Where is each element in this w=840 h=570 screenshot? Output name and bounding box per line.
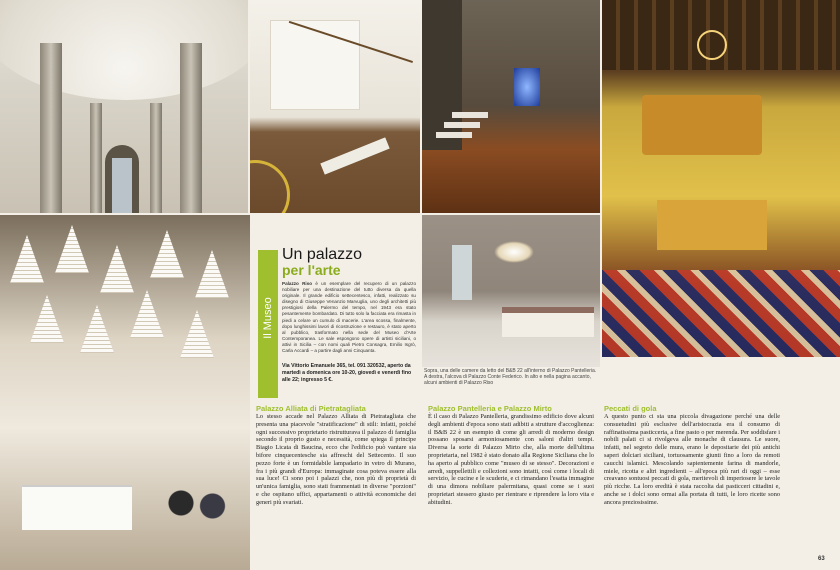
photo-installation	[250, 0, 420, 213]
feature-intro-text: è un esemplare del recupero di un palazzo nobiliare per una destinazione del tutto diversa da quella originale. Il grande edificio settecentesco, infatti, realizzato su disegno di Giuseppe Venanzio Marvuglia, uno degli architetti più prestigiosi della Palermo del tempo, nel 1943 era stato pesantemente bombardato. Di tutto solo la facciata era rimasta in piedi a celare un cumulo di macerie. L'area scossa, finalmente, dopo lunghissimi lavori di ricostruzione e restauro, è stato aperto al pubblico, trasformato nella sede del Museo d'Arte Contemporanea. Le sale espongono opere di artisti siciliani, o attivi in Sicilia – con nomi quali Pietro Consagra, Emilio Isgrò, Carla Accardi – a partire dagli anni Cinquanta.	[282, 281, 416, 354]
page-number: 63	[818, 556, 825, 562]
article-body-pantelleria: È il caso di Palazzo Pantelleria, grandissimo edificio dove alcuni degli ambienti d'epoca sono stati adibiti a strutture d'accoglienza: il B&B 22 è un esempio di come gli arredi di moderno design possano sposarsi armoniosamente con saloni d'altri tempi. Diversa la sorte di Palazzo Mirto che, alla morte dell'ultima proprietaria, nel 1982 è stato donato alla Regione Siciliana che lo ha aperto al pubblico come "museo di se stesso". Decorazioni e arredi, suppellettili e collezioni sono intatti, così come i locali di servizio, le cucine e le scuderie, e ci rimandano l'esatta immagine di una dimora nobiliare palermitana, quasi come se i suoi proprietari stessero giusto per rientrare e riprendere la loro vita e abitudini.	[428, 413, 594, 506]
feature-title-line1: Un palazzo	[282, 246, 363, 263]
section-label-bar	[258, 250, 278, 398]
photo-caption: Sopra, una delle camere da letto del B&B 22 all'interno di Palazzo Pantelleria. A destra, l'alcova di Palazzo Conte Federico. In alto e nella pagina accanto, alcuni ambienti di Palazzo Riso	[424, 368, 597, 386]
photo-canopy-bedroom	[602, 0, 840, 357]
feature-intro	[282, 281, 416, 354]
article-body-alliata: Lo stesso accade nel Palazzo Alliata di Pietratagliata che presenta una piacevole "stratificazione" di stili: infatti, poiché ogni successivo proprietario ristrutturava il palazzo di famiglia secondo il proprio gusto e necessità, come spiega il principe Biagio Licata di Baucina, ecco che l'edificio può vantare sia bifore cinquecentesche sia affreschi del Settecento. Il suo pezzo forte è un formidabile lampadario in vetro di Murano, fra i più grandi d'Europa: immaginate cosa poteva essere alla sua luce! Ci sono poi i palazzi che, non più di proprietà di un'unica famiglia, sono stati frammentati in diverse "porzioni" e che ospitano uffici, appartamenti o attività economiche dei generi più svariati.	[256, 413, 416, 506]
photo-vaulted-hall	[0, 0, 248, 213]
photo-bedroom-chandelier	[422, 215, 600, 367]
section-label: Il Museo	[262, 297, 274, 339]
photo-lamp-hall	[0, 215, 250, 570]
article-body-peccati: A questo punto ci sta una piccola divagazione perché una delle consuetudini più esclusive dell'aristocrazia era il consumo di raffinatissima pasticceria, a fine pasto o per merenda. Per soddisfare i nobili palati ci si rivolgeva alle monache di clausura. Le suore, infatti, nel segreto delle mura, erano le depositarie dei più antichi saperi dolciari siciliani, tortuosamente giunti fino a loro da remoti caucchi islamici. Mescolando sapientemente farina di mandorle, miele, ricotta e altri ingredienti – all'epoca più rari di oggi – esse creavano sontuosi peccati di gola, meritevoli di imperiosere le tavole più ricche. La loro eredità è stata raccolta dai pasticceri cittadini e, anche se i dolci sono ormai alla portata di tutti, le loro ricette sono ancora preziosissime.	[604, 413, 780, 506]
article-heading-peccati: Peccati di gola	[604, 404, 657, 413]
feature-title-line2: per l'arte	[282, 262, 341, 278]
feature-intro-lead: Palazzo Riso	[282, 281, 313, 286]
photo-dark-gallery	[422, 0, 600, 213]
feature-address: Via Vittorio Emanuele 365, tel. 091 320532, aperto da martedì a domenica ore 10-20, giovedì e venerdì fino alle 22; ingresso 5 €.	[282, 363, 412, 383]
article-heading-alliata: Palazzo Alliata di Pietratagliata	[256, 404, 366, 413]
article-heading-pantelleria: Palazzo Pantelleria e Palazzo Mirto	[428, 404, 552, 413]
